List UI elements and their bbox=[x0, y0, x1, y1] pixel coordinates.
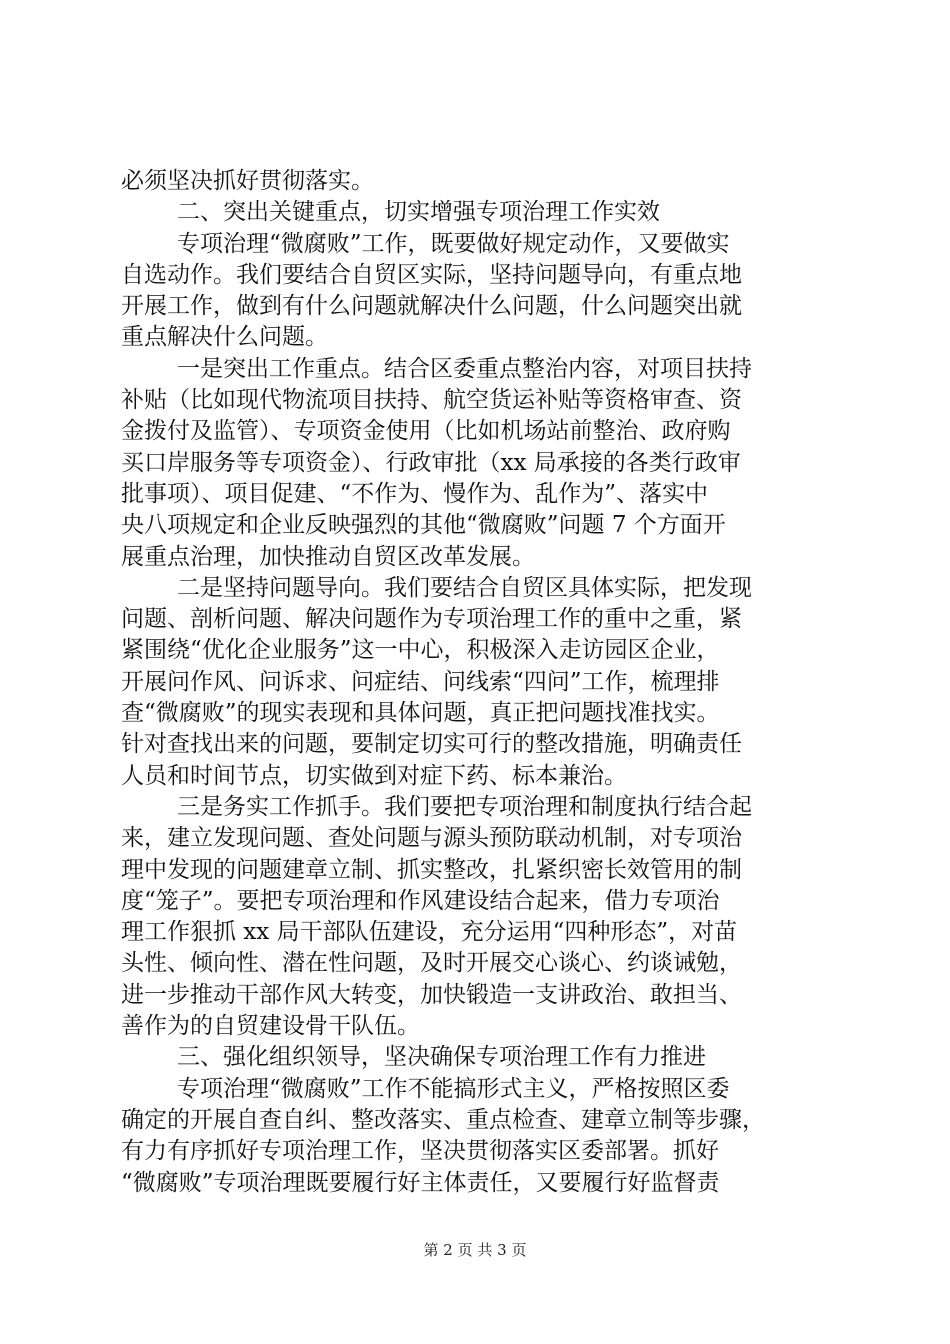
text-line: 问题、剖析问题、解决问题作为专项治理工作的重中之重，紧 bbox=[121, 606, 742, 633]
text-line: 紧围绕“优化企业服务”这一中心，积极深入走访园区企业， bbox=[121, 637, 720, 664]
text-line: 善作为的自贸建设骨干队伍。 bbox=[121, 1013, 420, 1040]
text-line: 重点解决什么问题。 bbox=[121, 324, 328, 351]
text-line: 金拨付及监管）、专项资金使用（比如机场站前整治、政府购 bbox=[121, 418, 731, 445]
text-line: 必须坚决抓好贯彻落实。 bbox=[121, 168, 374, 194]
text-line: 确定的开展自查自纠、整改落实、重点检查、建章立制等步骤， bbox=[121, 1106, 765, 1133]
text-line: 开展问作风、问诉求、问症结、问线索“四问”工作，梳理排 bbox=[121, 668, 720, 695]
text-line: 理工作狠抓 xx 局干部队伍建设，充分运用“四种形态”，对苗 bbox=[121, 919, 738, 946]
paragraph-start: 二是坚持问题导向。我们要结合自贸区具体实际，把发现 bbox=[177, 574, 752, 601]
paragraph-start: 一是突出工作重点。结合区委重点整治内容，对项目扶持 bbox=[177, 355, 752, 382]
text-line: 针对查找出来的问题，要制定切实可行的整改措施，明确责任 bbox=[121, 731, 742, 758]
document-body bbox=[121, 166, 837, 1199]
text-line: 买口岸服务等专项资金）、行政审批（xx 局承接的各类行政审 bbox=[121, 449, 741, 476]
page-number-footer: 第 2 页 共 3 页 bbox=[423, 1241, 527, 1259]
text-line: 理中发现的问题建章立制、抓实整改，扎紧织密长效管用的制 bbox=[121, 856, 742, 883]
text-line: 来，建立发现问题、查处问题与源头预防联动机制，对专项治 bbox=[121, 825, 742, 852]
section-heading: 二、突出关键重点，切实增强专项治理工作实效 bbox=[177, 199, 660, 226]
text-line: 进一步推动干部作风大转变，加快锻造一支讲政治、敢担当、 bbox=[121, 981, 742, 1008]
text-line: 自选动作。我们要结合自贸区实际，坚持问题导向，有重点地 bbox=[121, 261, 742, 288]
text-line: 展重点治理，加快推动自贸区改革发展。 bbox=[121, 543, 535, 570]
section-heading: 三、强化组织领导，坚决确保专项治理工作有力推进 bbox=[177, 1044, 706, 1071]
paragraph-start: 三是务实工作抓手。我们要把专项治理和制度执行结合起 bbox=[177, 793, 752, 820]
paragraph-start: 专项治理“微腐败”工作不能搞形式主义，严格按照区委 bbox=[177, 1075, 730, 1102]
text-line: “微腐败”专项治理既要履行好主体责任，又要履行好监督责 bbox=[121, 1169, 720, 1196]
text-line: 批事项）、项目促建、“不作为、慢作为、乱作为”、落实中 bbox=[121, 480, 709, 507]
text-line: 有力有序抓好专项治理工作，坚决贯彻落实区委部署。抓好 bbox=[121, 1138, 719, 1165]
text-line: 查“微腐败”的现实表现和具体问题，真正把问题找准找实。 bbox=[121, 700, 720, 727]
text-line: 补贴（比如现代物流项目扶持、航空货运补贴等资格审查、资 bbox=[121, 387, 742, 414]
paragraph-start: 专项治理“微腐败”工作，既要做好规定动作，又要做实 bbox=[177, 230, 730, 257]
text-line: 人员和时间节点，切实做到对症下药、标本兼治。 bbox=[121, 762, 627, 789]
text-line: 度“笼子”。要把专项治理和作风建设结合起来，借力专项治 bbox=[121, 887, 720, 914]
text-line: 头性、倾向性、潜在性问题，及时开展交心谈心、约谈诫勉， bbox=[121, 950, 742, 977]
text-line: 开展工作，做到有什么问题就解决什么问题，什么问题突出就 bbox=[121, 293, 742, 320]
text-line: 央八项规定和企业反映强烈的其他“微腐败”问题 7 个方面开 bbox=[121, 512, 726, 539]
